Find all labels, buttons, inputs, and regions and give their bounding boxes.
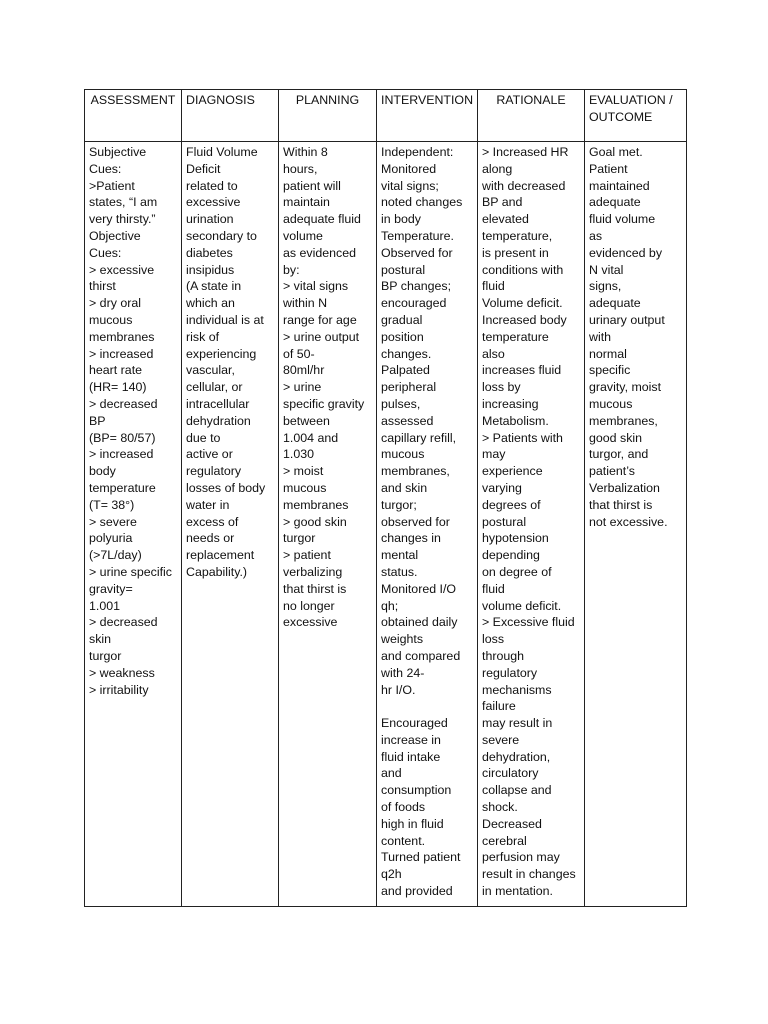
- nursing-care-plan-table: [84, 89, 687, 907]
- cell-diagnosis: Fluid Volume Deficit related to excessive urination secondary to diabetes insipidus (A state in which an individual is at risk of experiencing vascular, cellular, or intracellular dehydration due to active or regulatory losses of body water in excess of needs or replacement Capability.): [182, 142, 279, 907]
- header-diagnosis: DIAGNOSIS: [182, 90, 279, 142]
- cell-planning: Within 8 hours, patient will maintain adequate fluid volume as evidenced by: > vital signs within N range for age > urine output of 50- 80ml/hr > urine specific gravity between 1.004 and 1.030 > moist mucous membranes > good skin turgor > patient verbalizing that thirst is no longer excessive: [279, 142, 377, 907]
- table-row: [85, 142, 687, 907]
- header-evaluation: EVALUATION / OUTCOME: [585, 90, 687, 142]
- header-rationale: RATIONALE: [478, 90, 585, 142]
- cell-assessment: Subjective Cues: >Patient states, “I am very thirsty.” Objective Cues: > excessive thirst > dry oral mucous membranes > increased heart rate (HR= 140) > decreased BP (BP= 80/57) > increased body temperature (T= 38°) > severe polyuria (>7L/day) > urine specific gravity= 1.001 > decreased skin turgor > weakness > irritability: [85, 142, 182, 907]
- header-assessment: ASSESSMENT: [85, 90, 182, 142]
- header-planning: PLANNING: [279, 90, 377, 142]
- cell-evaluation: Goal met. Patient maintained adequate fluid volume as evidenced by N vital signs, adequate urinary output with normal specific gravity, moist mucous membranes, good skin turgor, and patient’s Verbalization that thirst is not excessive.: [585, 142, 687, 907]
- header-intervention: INTERVENTION: [377, 90, 478, 142]
- cell-intervention: Independent: Monitored vital signs; noted changes in body Temperature. Observed for postural BP changes; encouraged gradual position changes. Palpated peripheral pulses, assessed capillary refill, mucous membranes, and skin turgor; observed for changes in mental status. Monitored I/O qh; obtained daily weights and compared with 24- hr I/O. Encouraged increase in fluid intake and consumption of foods high in fluid content. Turned patient q2h and provided: [377, 142, 478, 907]
- table-header-row: [85, 90, 687, 142]
- cell-rationale: > Increased HR along with decreased BP and elevated temperature, is present in conditions with fluid Volume deficit. Increased body temperature also increases fluid loss by increasing Metabolism. > Patients with may experience varying degrees of postural hypotension depending on degree of fluid volume deficit. > Excessive fluid loss through regulatory mechanisms failure may result in severe dehydration, circulatory collapse and shock. Decreased cerebral perfusion may result in changes in mentation.: [478, 142, 585, 907]
